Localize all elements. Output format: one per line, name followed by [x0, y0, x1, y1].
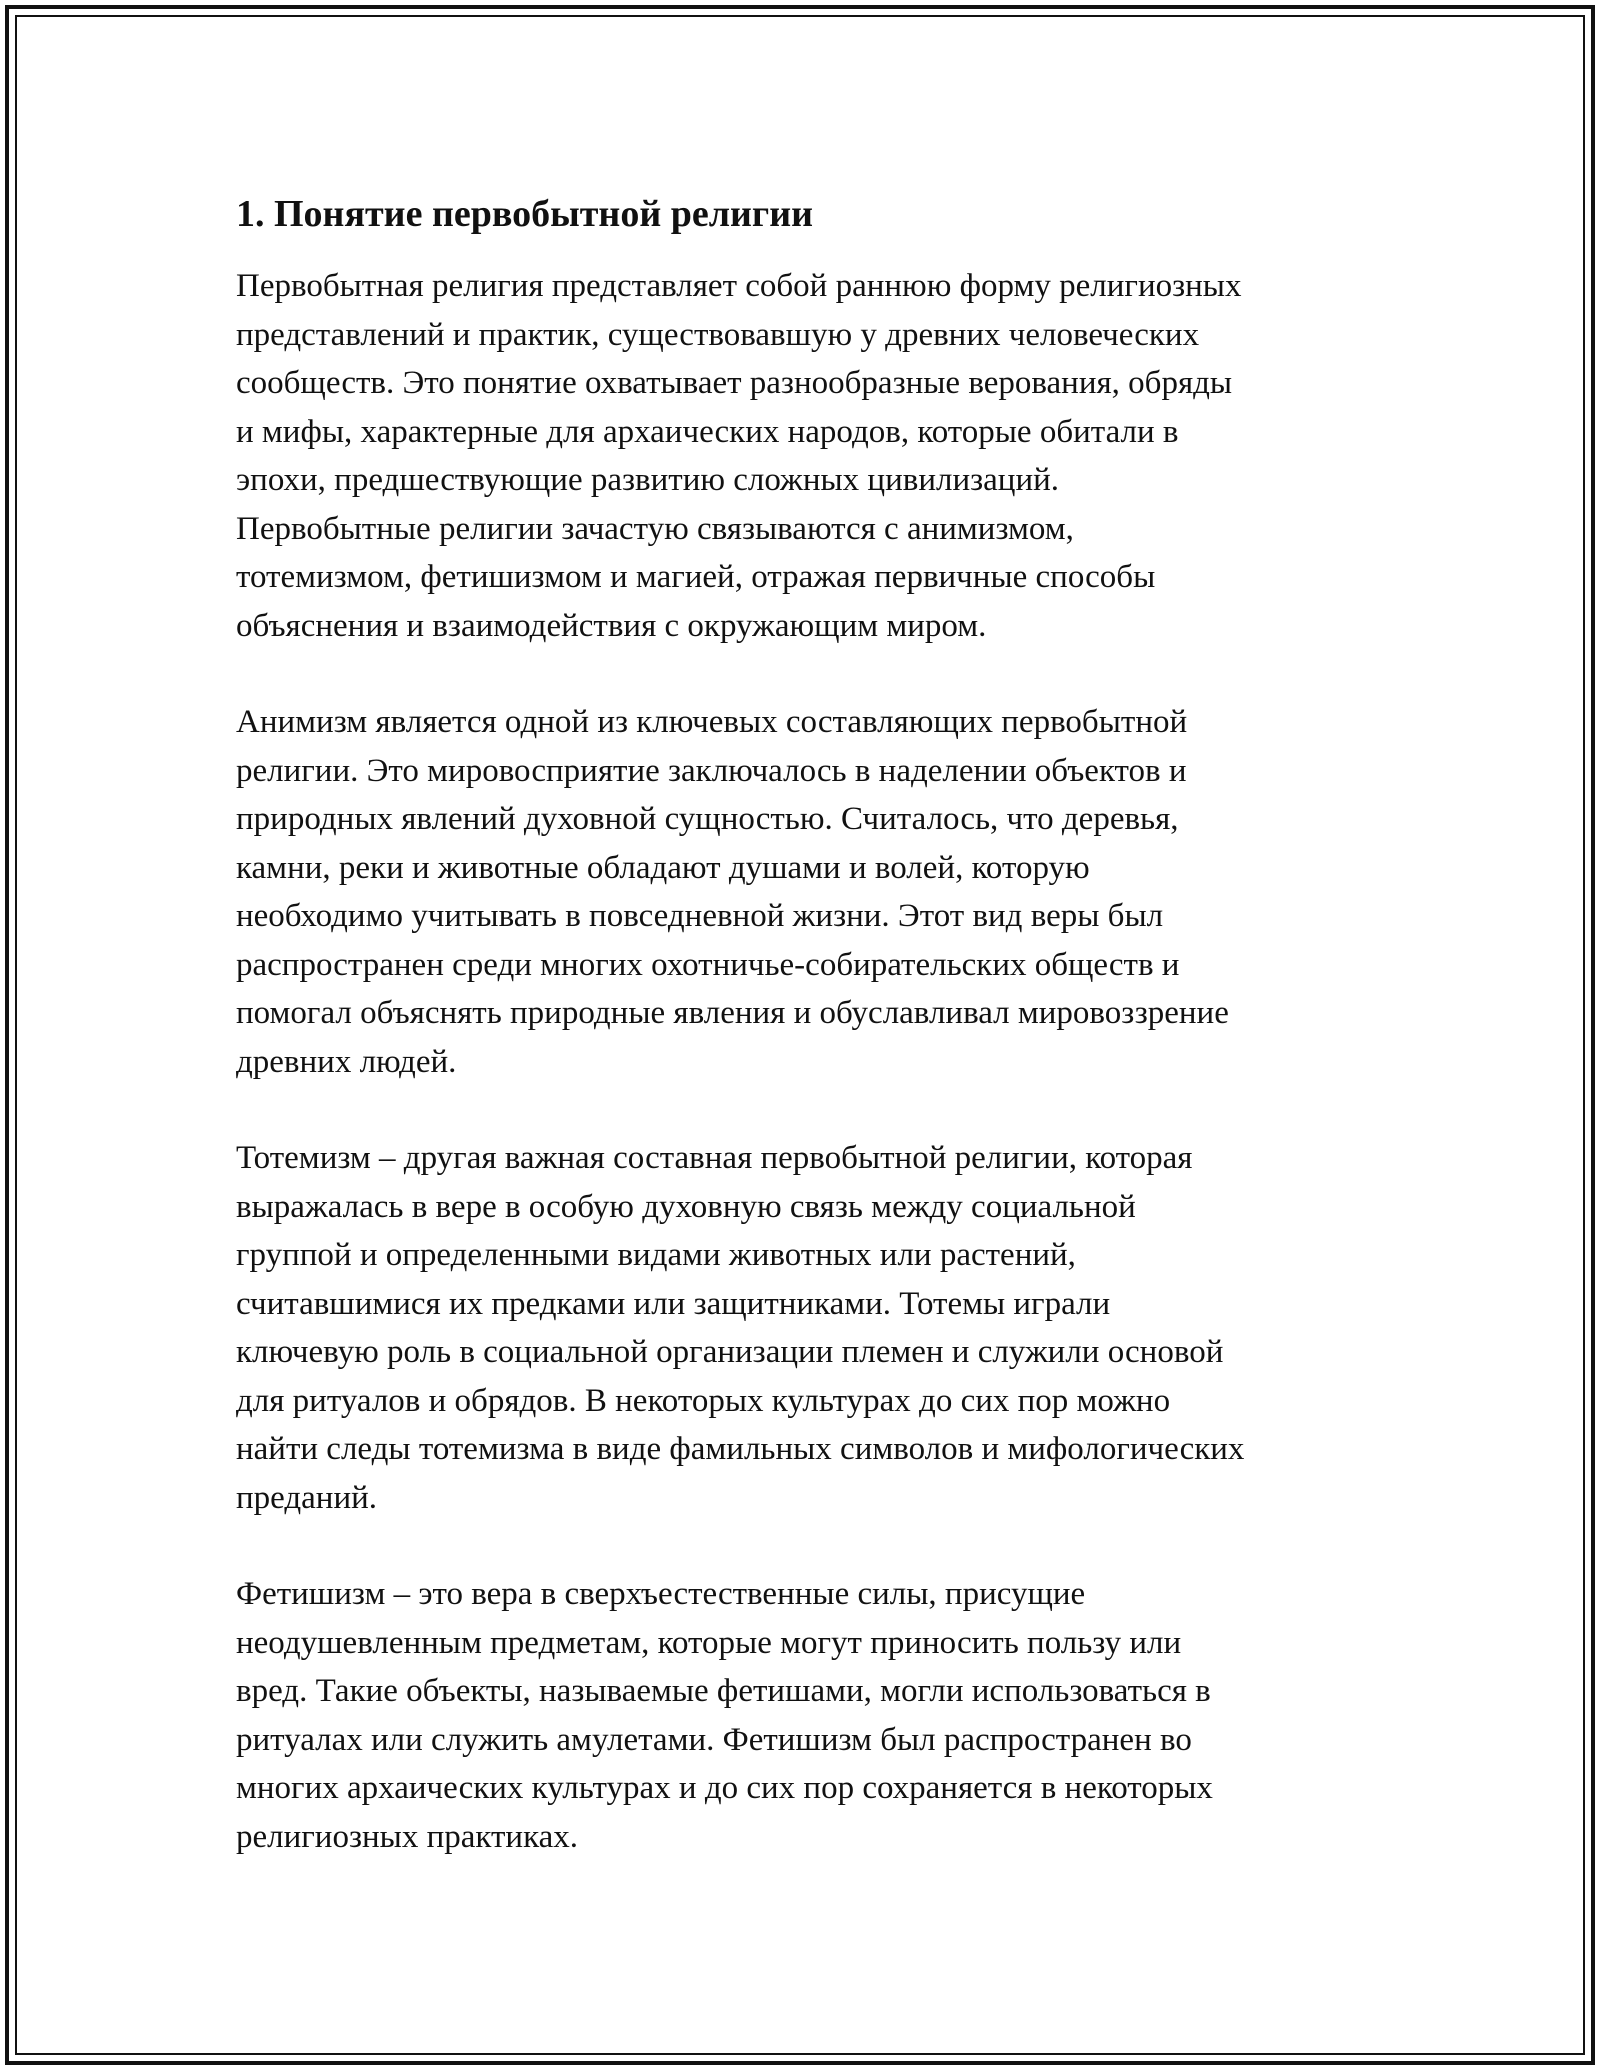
text-line: неодушевленным предметам, которые могут приносить пользу или	[236, 1624, 1182, 1661]
text-line: преданий.	[236, 1479, 378, 1516]
text-line: Первобытные религии зачастую связываются с анимизмом,	[236, 510, 1074, 547]
text-line: для ритуалов и обрядов. В некоторых культурах до сих пор можно	[236, 1382, 1171, 1419]
text-line: религиозных практиках.	[236, 1818, 579, 1855]
text-line: объяснения и взаимодействия с окружающим миром.	[236, 607, 987, 644]
section-heading: 1. Понятие первобытной религии	[236, 193, 813, 235]
text-line: ключевую роль в социальной организации племен и служили основой	[236, 1334, 1224, 1370]
text-line: представлений и практик, существовавшую у древних человеческих	[236, 316, 1200, 353]
text-line: группой и определенными видами животных или растений,	[236, 1237, 1076, 1273]
text-line: найти следы тотемизма в виде фамильных символов и мифологических	[236, 1431, 1245, 1467]
text-line: сообществ. Это понятие охватывает разнообразные верования, обряды	[236, 365, 1233, 401]
paragraph-primitive-religion	[236, 262, 1366, 650]
text-line: ритуалах или служить амулетами. Фетишизм был распространен во	[236, 1721, 1192, 1758]
text-line: природных явлений духовной сущностью. Считалось, что деревья,	[236, 801, 1179, 837]
text-line: древних людей.	[236, 1043, 457, 1080]
text-line: тотемизмом, фетишизмом и магией, отражая первичные способы	[236, 559, 1156, 595]
text-line: эпохи, предшествующие развитию сложных цивилизаций.	[236, 462, 1060, 498]
text-line: помогал объяснять природные явления и обуславливал мировоззрение	[236, 995, 1229, 1031]
text-line: Первобытная религия представляет собой раннюю форму религиозных	[236, 268, 1242, 304]
text-line: Тотемизм – другая важная составная первобытной религии, которая	[236, 1140, 1193, 1176]
paragraph-fetishism	[236, 1570, 1366, 1861]
paragraph-totemism	[236, 1134, 1366, 1522]
text-line: религии. Это мировосприятие заключалось в наделении объектов и	[236, 752, 1187, 789]
text-line: распространен среди многих охотничье-собирательских обществ и	[236, 946, 1180, 983]
text-line: Фетишизм – это вера в сверхъестественные силы, присущие	[236, 1576, 1086, 1612]
text-line: необходимо учитывать в повседневной жизни. Этот вид веры был	[236, 898, 1164, 934]
text-line: выражалась в вере в особую духовную связь между социальной	[236, 1188, 1136, 1225]
text-line: многих архаических культурах и до сих пор сохраняется в некоторых	[236, 1770, 1213, 1806]
text-line: камни, реки и животные обладают душами и волей, которую	[236, 849, 1090, 886]
paragraph-animism	[236, 698, 1366, 1086]
text-line: считавшимися их предками или защитниками. Тотемы играли	[236, 1285, 1111, 1322]
text-line: вред. Такие объекты, называемые фетишами, могли использоваться в	[236, 1673, 1211, 1709]
document-page	[236, 186, 1366, 1909]
text-line: Анимизм является одной из ключевых составляющих первобытной	[236, 704, 1188, 740]
text-line: и мифы, характерные для архаических народов, которые обитали в	[236, 413, 1179, 450]
